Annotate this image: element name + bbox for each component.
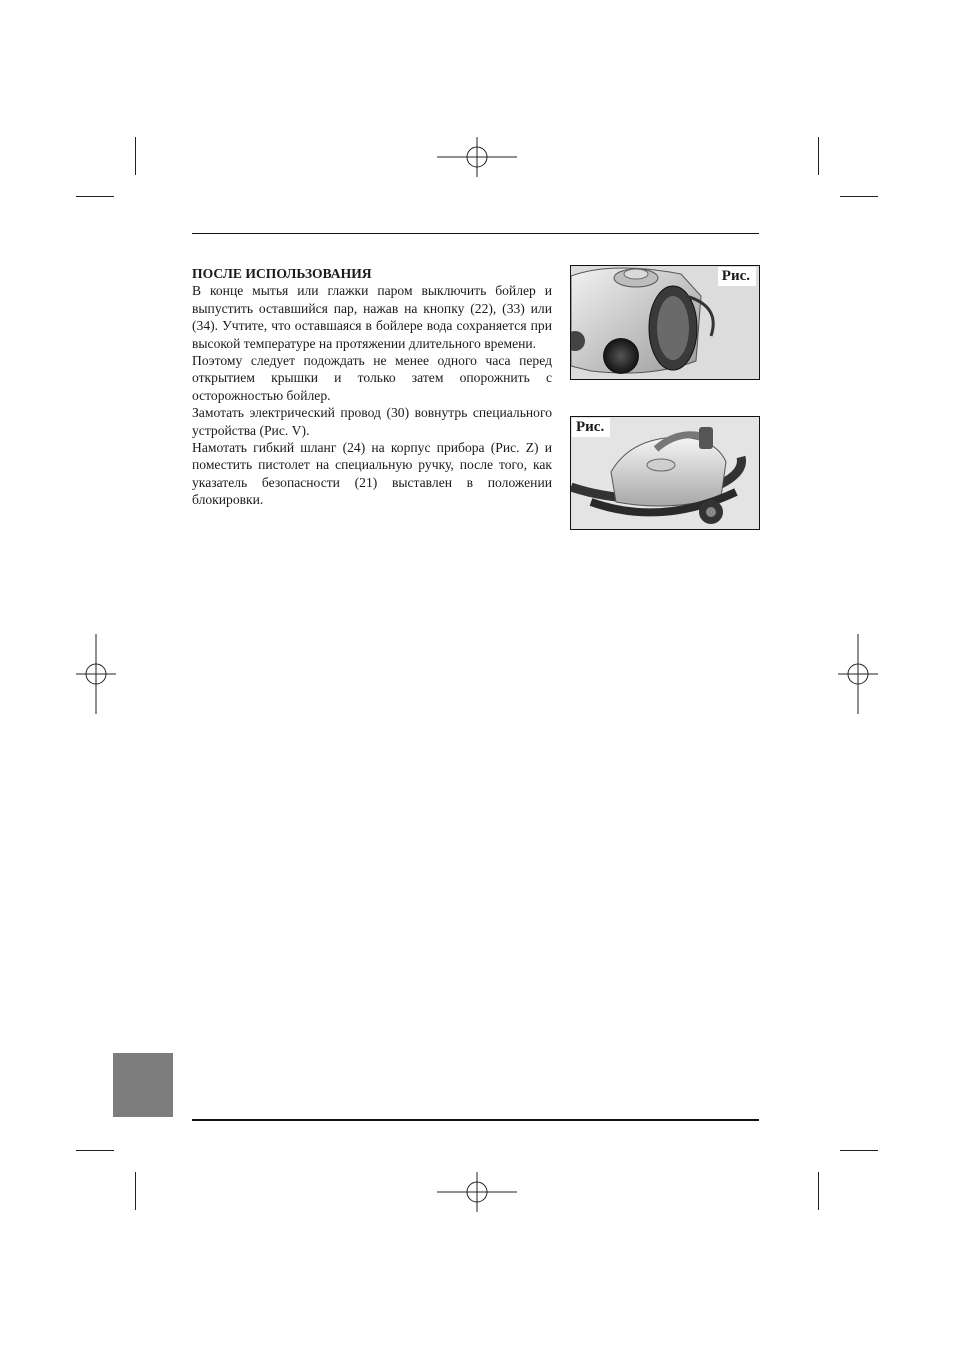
registration-mark-left <box>76 634 116 714</box>
figure-cable-winder <box>570 265 760 380</box>
footer-rule <box>192 1119 759 1121</box>
header-rule <box>192 233 759 234</box>
figure-label-1: Рис. <box>718 267 756 286</box>
registration-mark-bottom <box>437 1172 517 1212</box>
section-heading: ПОСЛЕ ИСПОЛЬЗОВАНИЯ <box>192 266 372 281</box>
figure-hose-wound <box>570 416 760 530</box>
figure-label-2: Рис. <box>572 418 610 437</box>
paragraph-4: Намотать гибкий шланг (24) на корпус прибора (Рис. Z) и поместить пистолет на специальную ручку, после того, как указатель безопасности (21) выставлен в положении блокировки. <box>192 440 552 508</box>
paragraph-1: В конце мытья или глажки паром выключить бойлер и выпустить оставшийся пар, нажав на кнопку (22), (33) или (34). Учтите, что оставшаяся в бойлере вода сохраняется при высокой температуре на протяжении длительного времени. <box>192 283 552 351</box>
registration-mark-top <box>437 137 517 177</box>
paragraph-2: Поэтому следует подождать не менее одного часа перед открытием крышки и только затем опорожнить с осторожностью бойлер. <box>192 353 552 403</box>
language-tab <box>113 1053 173 1117</box>
paragraph-3: Замотать электрический провод (30) вовнутрь специального устройства (Рис. V). <box>192 405 552 438</box>
registration-mark-right <box>838 634 878 714</box>
text-column <box>192 265 552 509</box>
